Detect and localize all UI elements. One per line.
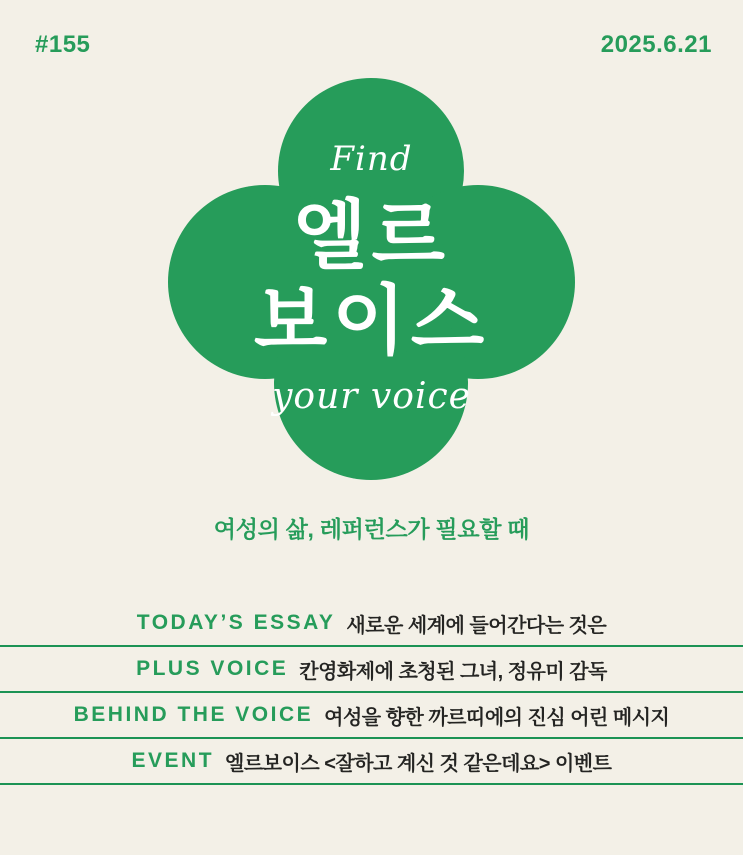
toc-item-label: EVENT xyxy=(131,749,215,772)
toc-item-title: 칸영화제에 초청된 그녀, 정유미 감독 xyxy=(299,660,607,683)
logo-title-line2: 보이스 xyxy=(253,279,490,364)
toc-item-label: BEHIND THE VOICE xyxy=(73,703,314,726)
table-of-contents xyxy=(0,601,743,785)
toc-item-todays-essay[interactable] xyxy=(0,601,743,647)
issue-number: #155 xyxy=(35,31,91,58)
toc-item-behind-the-voice[interactable] xyxy=(0,693,743,739)
top-bar xyxy=(0,0,743,59)
logo-word-find: Find xyxy=(330,139,413,179)
tagline: 여성의 삶, 레퍼런스가 필요할 때 xyxy=(213,516,530,542)
toc-item-title: 여성을 향한 까르띠에의 진심 어린 메시지 xyxy=(324,706,670,729)
logo-word-your-voice: your voice xyxy=(272,376,471,417)
toc-item-title: 엘르보이스 <잘하고 계신 것 같은데요> 이벤트 xyxy=(225,752,612,775)
toc-item-plus-voice[interactable] xyxy=(0,647,743,693)
toc-item-label: TODAY’S ESSAY xyxy=(136,611,336,634)
issue-date: 2025.6.21 xyxy=(600,31,712,58)
toc-item-event[interactable] xyxy=(0,739,743,785)
toc-item-label: PLUS VOICE xyxy=(136,657,289,680)
toc-item-title: 새로운 세계에 들어간다는 것은 xyxy=(346,614,607,637)
logo-title-line1: 엘르 xyxy=(293,194,450,279)
